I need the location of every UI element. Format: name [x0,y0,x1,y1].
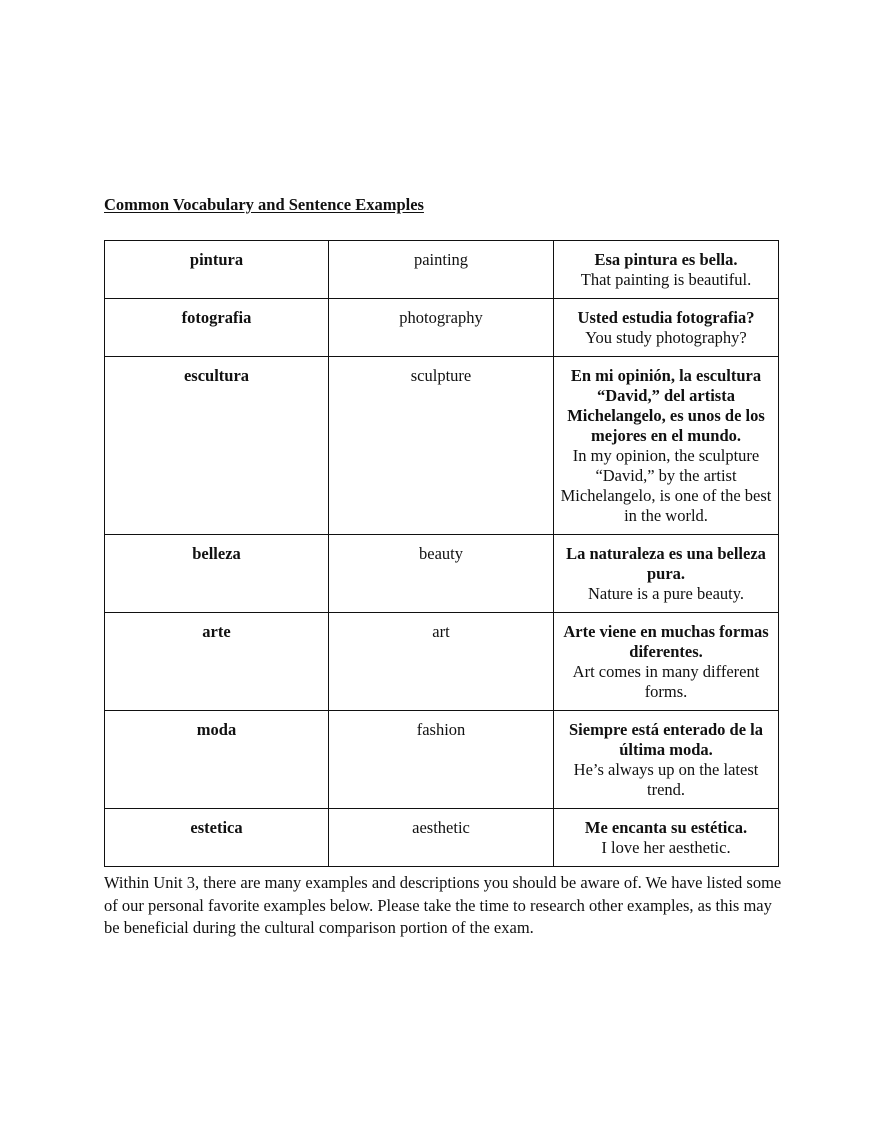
table-row [105,711,779,809]
table-row [105,241,779,299]
translation-cell [329,535,554,613]
spanish-sentence: Usted estudia fotografia? [577,308,755,327]
vocabulary-table [104,240,779,867]
translation-cell [329,711,554,809]
intro-paragraph: Within Unit 3, there are many examples and descriptions you should be aware of. We have listed some of our personal favorite examples below. Please take the time to research other examples, as this may be beneficial during the cultural comparison portion of the exam. [104,873,782,937]
section-heading: Common Vocabulary and Sentence Examples [104,195,424,214]
spanish-word-cell [105,299,329,357]
spanish-sentence: Esa pintura es bella. [594,250,738,269]
example-cell [554,809,779,867]
english-sentence: Art comes in many different forms. [572,662,760,701]
english-translation: art [432,622,450,641]
english-sentence: In my opinion, the sculpture “David,” by the artist Michelangelo, is one of the best in the world. [560,446,772,525]
table-row [105,357,779,535]
english-sentence: You study photography? [585,328,747,347]
table-row [105,809,779,867]
spanish-sentence: Me encanta su estética. [584,818,748,837]
example-cell [554,299,779,357]
spanish-word-cell [105,357,329,535]
spanish-word: fotografia [181,308,252,327]
spanish-sentence: Arte viene en muchas formas diferentes. [563,622,769,661]
english-sentence: Nature is a pure beauty. [587,584,745,603]
spanish-word: escultura [183,366,250,385]
translation-cell [329,299,554,357]
spanish-word: belleza [192,544,241,563]
example-cell [554,535,779,613]
table-row [105,299,779,357]
translation-cell [329,357,554,535]
spanish-sentence: La naturaleza es una belleza pura. [566,544,766,583]
translation-cell [329,241,554,299]
spanish-word-cell [105,241,329,299]
spanish-word-cell [105,711,329,809]
spanish-word: estetica [190,818,243,837]
english-translation: sculpture [410,366,472,385]
english-sentence: He’s always up on the latest trend. [573,760,759,799]
english-sentence: I love her aesthetic. [601,838,731,857]
spanish-sentence: Siempre está enterado de la última moda. [569,720,763,759]
spanish-word-cell [105,613,329,711]
english-translation: fashion [416,720,466,739]
spanish-word-cell [105,535,329,613]
english-translation: beauty [419,544,463,563]
spanish-word-cell [105,809,329,867]
translation-cell [329,613,554,711]
table-row [105,613,779,711]
english-translation: painting [413,250,469,269]
example-cell [554,357,779,535]
example-cell [554,613,779,711]
spanish-word: arte [202,622,231,641]
translation-cell [329,809,554,867]
example-cell [554,241,779,299]
example-cell [554,711,779,809]
spanish-sentence: En mi opinión, la escultura “David,” del artista Michelangelo, es unos de los mejores en el mundo. [567,366,765,445]
table-row [105,535,779,613]
english-translation: aesthetic [412,818,470,837]
spanish-word: pintura [189,250,244,269]
english-sentence: That painting is beautiful. [580,270,752,289]
spanish-word: moda [196,720,237,739]
english-translation: photography [399,308,483,327]
